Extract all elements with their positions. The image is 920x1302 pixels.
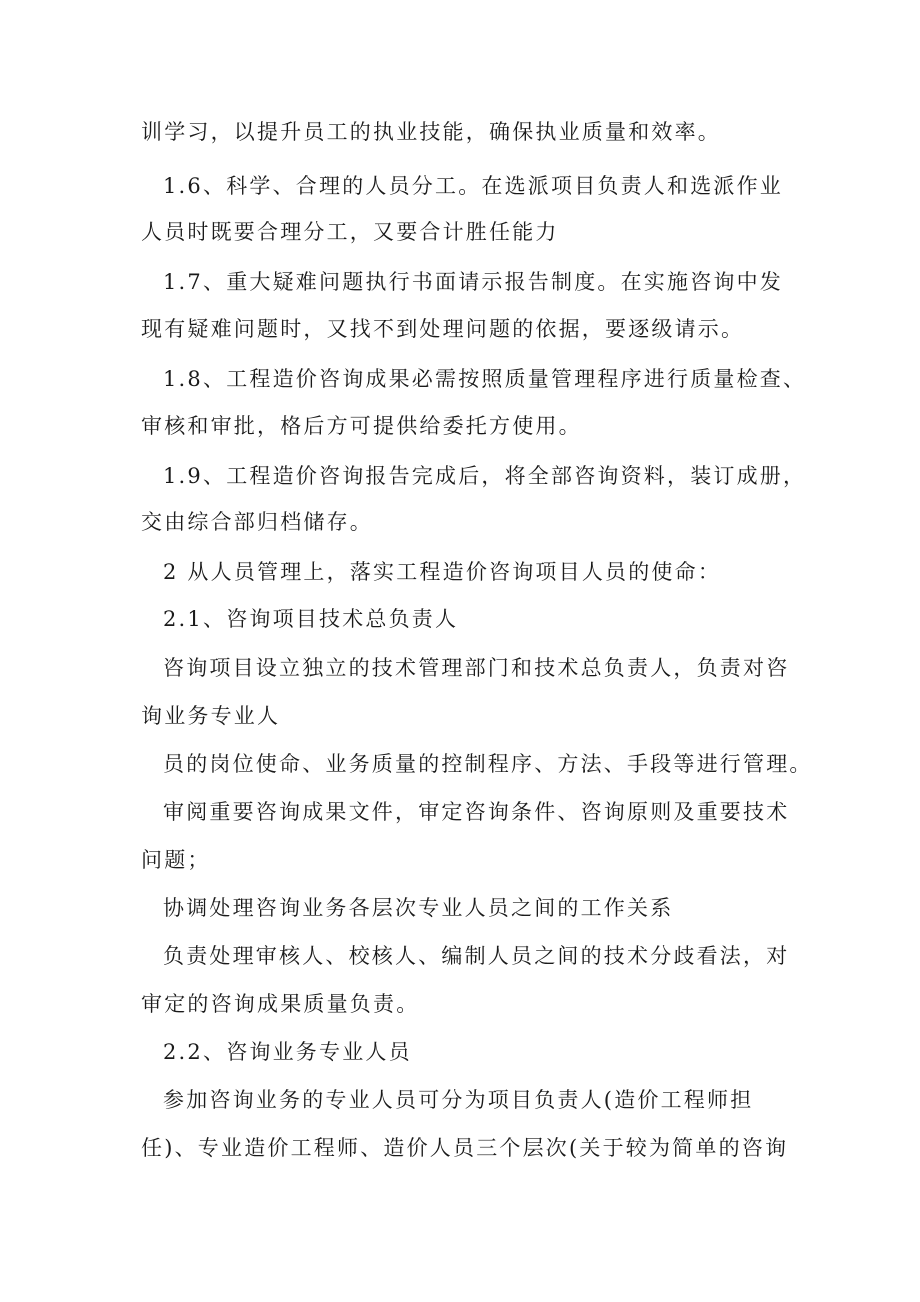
- text-line: 1.6、科学、合理的人员分工。在选派项目负责人和选派作业: [163, 174, 783, 198]
- text-line: 负责处理审核人、校核人、编制人员之间的技术分歧看法，对: [163, 944, 790, 968]
- text-line: 交由综合部归档储存。: [141, 510, 373, 534]
- text-line: 2 从人员管理上，落实工程造价咨询项目人员的使命：: [163, 560, 722, 584]
- text-line: 任)、专业造价工程师、造价人员三个层次(关于较为简单的咨询: [141, 1136, 789, 1160]
- text-line: 训学习，以提升员工的执业技能，确保执业质量和效率。: [141, 120, 721, 144]
- text-line: 2.1、咨询项目技术总负责人: [163, 607, 459, 631]
- text-line: 2.2、咨询业务专业人员: [163, 1040, 412, 1064]
- text-line: 参加咨询业务的专业人员可分为项目负责人(造价工程师担: [163, 1088, 754, 1112]
- text-line: 1.7、重大疑难问题执行书面请示报告制度。在实施咨询中发: [163, 270, 783, 294]
- text-line: 审核和审批，格后方可提供给委托方使用。: [141, 414, 582, 438]
- text-line: 1.8、工程造价咨询成果必需按照质量管理程序进行质量检查、: [163, 367, 807, 391]
- text-line: 员的岗位使命、业务质量的控制程序、方法、手段等进行管理。: [163, 752, 813, 776]
- text-line: 问题；: [141, 848, 211, 872]
- text-line: 审阅重要咨询成果文件，审定咨询条件、咨询原则及重要技术: [163, 800, 790, 824]
- text-line: 询业务专业人: [141, 704, 281, 728]
- text-line: 现有疑难问题时，又找不到处理问题的依据，要逐级请示。: [141, 317, 745, 341]
- text-line: 审定的咨询成果质量负责。: [141, 992, 420, 1016]
- text-line: 人员时既要合理分工，又要合计胜任能力: [141, 220, 559, 244]
- text-line: 协调处理咨询业务各层次专业人员之间的工作关系: [163, 896, 674, 920]
- text-line: 咨询项目设立独立的技术管理部门和技术总负责人，负责对咨: [163, 656, 790, 680]
- text-line: 1.9、工程造价咨询报告完成后，将全部咨询资料，装订成册，: [163, 464, 807, 488]
